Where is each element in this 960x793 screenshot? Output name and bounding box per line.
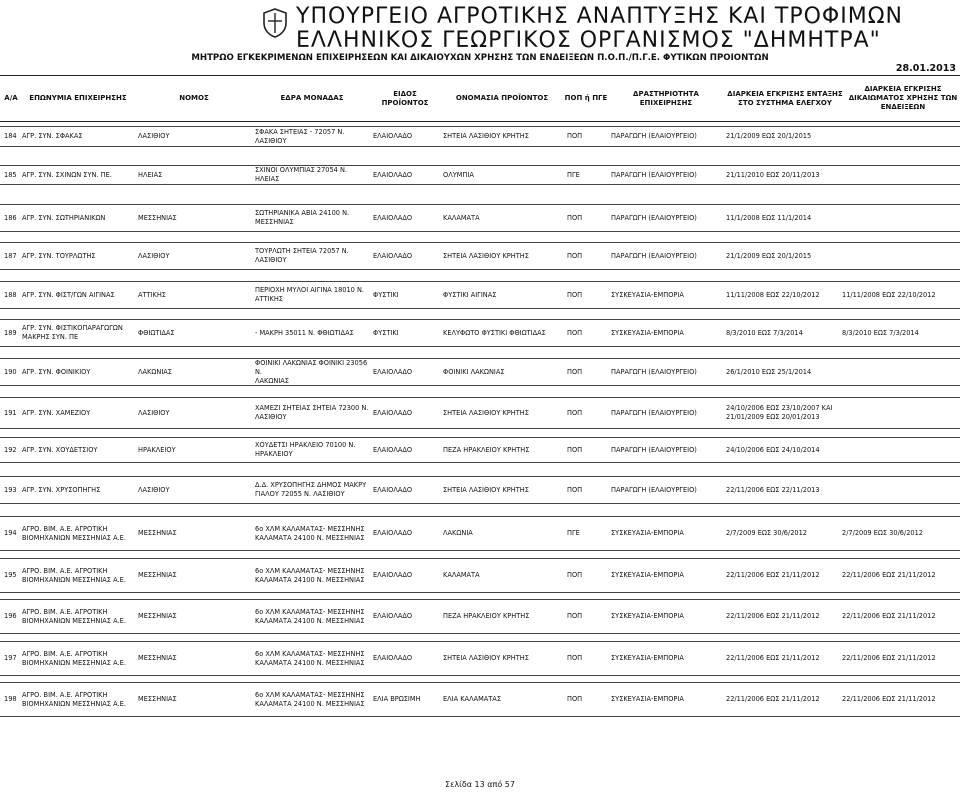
page-number: Σελίδα 13 από 57 bbox=[445, 780, 515, 789]
designation-type: ΠΟΠ bbox=[567, 612, 583, 620]
row-number: 196 bbox=[4, 612, 17, 620]
company-name: ΑΓΡ. ΣΥΝ. ΧΑΜΕΖΙΟΥ bbox=[22, 408, 91, 417]
unit-address: ΣΧΙΝΟΙ ΟΛΥΜΠΙΑΣ 27054 Ν. ΗΛΕΙΑΣ bbox=[255, 166, 347, 183]
usage-approval-period: 22/11/2006 ΕΩΣ 21/11/2012 bbox=[842, 571, 936, 579]
table-row bbox=[0, 281, 960, 309]
designation-type: ΠΟΠ bbox=[567, 571, 583, 579]
usage-approval-period bbox=[842, 477, 960, 503]
prefecture: ΛΑΣΙΘΙΟΥ bbox=[138, 132, 170, 140]
product-type: ΕΛΑΙΟΛΑΔΟ bbox=[373, 213, 413, 222]
unit-address: 6ο ΧΛΜ ΚΑΛΑΜΑΤΑΣ- ΜΕΣΣΗΝΗΣ ΚΑΛΑΜΑΤΑ 24100 Ν. ΜΕΣΣΗΝΙΑΣ bbox=[255, 524, 365, 542]
column-header-name: ΕΠΩΝΥΜΙΑ ΕΠΙΧΕΙΡΗΣΗΣ bbox=[29, 94, 127, 102]
table-row bbox=[0, 641, 960, 676]
product-type: ΕΛΑΙΟΛΑΔΟ bbox=[373, 654, 413, 662]
usage-approval-period bbox=[842, 127, 960, 146]
column-header-nomos: ΝΟΜΟΣ bbox=[179, 94, 209, 102]
column-header-drast: ΔΡΑΣΤΗΡΙΟΤΗΤΑ ΕΠΙΧΕΙΡΗΣΗΣ bbox=[633, 89, 699, 107]
product-type: ΕΛΑΙΟΛΑΔΟ bbox=[373, 445, 413, 454]
control-approval-period: 24/10/2006 ΕΩΣ 23/10/2007 ΚΑΙ 21/01/2009 ΕΩΣ 20/01/2013 bbox=[726, 404, 833, 421]
business-activity: ΠΑΡΑΓΩΓΗ (ΕΛΑΙΟΥΡΓΕΙΟ) bbox=[611, 367, 697, 376]
usage-approval-period: 22/11/2006 ΕΩΣ 21/11/2012 bbox=[842, 654, 936, 662]
control-approval-period: 22/11/2006 ΕΩΣ 21/11/2012 bbox=[726, 654, 820, 662]
prefecture: ΜΕΣΣΗΝΙΑΣ bbox=[138, 571, 177, 579]
product-name: ΠΕΖΑ ΗΡΑΚΛΕΙΟΥ ΚΡΗΤΗΣ bbox=[443, 612, 530, 620]
designation-type: ΠΟΠ bbox=[567, 213, 583, 222]
prefecture: ΛΑΣΙΘΙΟΥ bbox=[138, 485, 170, 494]
product-name: ΣΗΤΕΙΑ ΛΑΣΙΘΙΟΥ ΚΡΗΤΗΣ bbox=[443, 408, 529, 417]
control-approval-period: 22/11/2006 ΕΩΣ 21/11/2012 bbox=[726, 571, 820, 579]
unit-address: ΠΕΡΙΟΧΗ ΜΥΛΟΙ ΑΙΓΙΝΑ 18010 Ν. ΑΤΤΙΚΗΣ bbox=[255, 286, 364, 303]
designation-type: ΠΟΠ bbox=[567, 445, 583, 454]
row-number: 192 bbox=[4, 445, 17, 454]
column-header-duration-usage: ΔΙΑΡΚΕΙΑ ΕΓΚΡΙΣΗΣ ΔΙΚΑΙΩΜΑΤΟΣ ΧΡΗΣΗΣ ΤΩΝ ΕΝΔΕΙΞΕΩΝ bbox=[848, 85, 958, 111]
designation-type: ΠΓΕ bbox=[567, 529, 580, 537]
product-type: ΦΥΣΤΙΚΙ bbox=[373, 290, 399, 299]
control-approval-period: 11/1/2008 ΕΩΣ 11/1/2014 bbox=[726, 213, 812, 222]
table-row bbox=[0, 397, 960, 429]
designation-type: ΠΓΕ bbox=[567, 170, 580, 179]
product-type: ΕΛΑΙΟΛΑΔΟ bbox=[373, 485, 413, 494]
row-number: 186 bbox=[4, 213, 17, 222]
prefecture: ΜΕΣΣΗΝΙΑΣ bbox=[138, 529, 177, 537]
designation-type: ΠΟΠ bbox=[567, 367, 583, 376]
business-activity: ΣΥΣΚΕΥΑΣΙΑ-ΕΜΠΟΡΙΑ bbox=[611, 654, 684, 662]
control-approval-period: 22/11/2006 ΕΩΣ 21/11/2012 bbox=[726, 695, 820, 703]
company-name: ΑΓΡ. ΣΥΝ. ΦΟΙΝΙΚΙΟΥ bbox=[22, 367, 91, 376]
row-number: 187 bbox=[4, 251, 17, 260]
designation-type: ΠΟΠ bbox=[567, 485, 583, 494]
table-row bbox=[0, 516, 960, 551]
control-approval-period: 8/3/2010 ΕΩΣ 7/3/2014 bbox=[726, 328, 803, 337]
company-name: ΑΓΡ. ΣΥΝ. ΤΟΥΡΛΩΤΗΣ bbox=[22, 251, 96, 260]
product-name: ΣΗΤΕΙΑ ΛΑΣΙΘΙΟΥ ΚΡΗΤΗΣ bbox=[443, 654, 529, 662]
usage-approval-period: 22/11/2006 ΕΩΣ 21/11/2012 bbox=[842, 612, 936, 620]
company-name: ΑΓΡ. ΣΥΝ. ΧΡΥΣΟΠΗΓΗΣ bbox=[22, 485, 101, 494]
company-name: ΑΓΡ. ΣΥΝ. ΣΦΑΚΑΣ bbox=[22, 132, 83, 140]
product-type: ΕΛΙΑ ΒΡΩΣΙΜΗ bbox=[373, 695, 421, 703]
company-name: ΑΓΡΟ. ΒΙΜ. Α.Ε. ΑΓΡΟΤΙΚΗ ΒΙΟΜΗΧΑΝΙΩΝ ΜΕΣΣΗΝΙΑΣ Α.Ε. bbox=[22, 566, 126, 584]
table-row bbox=[0, 126, 960, 147]
control-approval-period: 24/10/2006 ΕΩΣ 24/10/2014 bbox=[726, 445, 820, 454]
company-name: ΑΓΡΟ. ΒΙΜ. Α.Ε. ΑΓΡΟΤΙΚΗ ΒΙΟΜΗΧΑΝΙΩΝ ΜΕΣΣΗΝΙΑΣ Α.Ε. bbox=[22, 690, 126, 708]
column-header-onomasia: ΟΝΟΜΑΣΙΑ ΠΡΟΪΟΝΤΟΣ bbox=[455, 94, 549, 102]
table-row bbox=[0, 204, 960, 232]
column-header-duration-control: ΔΙΑΡΚΕΙΑ ΕΓΚΡΙΣΗΣ ΕΝΤΑΞΗΣ ΣΤΟ ΣΥΣΤΗΜΑ ΕΛΕΓΧΟΥ bbox=[727, 89, 843, 107]
table-row bbox=[0, 682, 960, 717]
company-name: ΑΓΡΟ. ΒΙΜ. Α.Ε. ΑΓΡΟΤΙΚΗ ΒΙΟΜΗΧΑΝΙΩΝ ΜΕΣΣΗΝΙΑΣ Α.Ε. bbox=[22, 607, 126, 625]
row-number: 197 bbox=[4, 654, 17, 662]
prefecture: ΛΑΣΙΘΙΟΥ bbox=[138, 251, 170, 260]
designation-type: ΠΟΠ bbox=[567, 695, 583, 703]
designation-type: ΠΟΠ bbox=[567, 408, 583, 417]
prefecture: ΗΛΕΙΑΣ bbox=[138, 170, 163, 179]
ministry-emblem-icon bbox=[262, 8, 288, 38]
unit-address: 6ο ΧΛΜ ΚΑΛΑΜΑΤΑΣ- ΜΕΣΣΗΝΗΣ ΚΑΛΑΜΑΤΑ 24100 Ν. ΜΕΣΣΗΝΙΑΣ bbox=[255, 649, 365, 667]
table-row bbox=[0, 358, 960, 386]
designation-type: ΠΟΠ bbox=[567, 132, 583, 140]
prefecture: ΜΕΣΣΗΝΙΑΣ bbox=[138, 654, 177, 662]
product-name: ΦΥΣΤΙΚΙ ΑΙΓΙΝΑΣ bbox=[443, 290, 497, 299]
table-header bbox=[0, 75, 960, 122]
company-name: ΑΓΡΟ. ΒΙΜ. Α.Ε. ΑΓΡΟΤΙΚΗ ΒΙΟΜΗΧΑΝΙΩΝ ΜΕΣΣΗΝΙΑΣ Α.Ε. bbox=[22, 649, 126, 667]
usage-approval-period bbox=[842, 438, 960, 462]
product-name: ΟΛΥΜΠΙΑ bbox=[443, 170, 474, 179]
product-type: ΕΛΑΙΟΛΑΔΟ bbox=[373, 170, 413, 179]
table-row bbox=[0, 599, 960, 634]
unit-address: ΧΑΜΕΖΙ ΣΗΤΕΙΑΣ ΣΗΤΕΙΑ 72300 Ν. ΛΑΣΙΘΙΟΥ bbox=[255, 404, 369, 421]
business-activity: ΣΥΣΚΕΥΑΣΙΑ-ΕΜΠΟΡΙΑ bbox=[611, 612, 684, 620]
control-approval-period: 21/1/2009 ΕΩΣ 20/1/2015 bbox=[726, 251, 812, 260]
designation-type: ΠΟΠ bbox=[567, 328, 583, 337]
business-activity: ΣΥΣΚΕΥΑΣΙΑ-ΕΜΠΟΡΙΑ bbox=[611, 571, 684, 579]
unit-address: ΦΟΙΝΙΚΙ ΛΑΚΩΝΙΑΣ ΦΟΙΝΙΚΙ 23056 Ν. ΛΑΚΩΝΙΑΣ bbox=[255, 358, 368, 385]
product-name: ΣΗΤΕΙΑ ΛΑΣΙΘΙΟΥ ΚΡΗΤΗΣ bbox=[443, 251, 529, 260]
product-type: ΕΛΑΙΟΛΑΔΟ bbox=[373, 367, 413, 376]
business-activity: ΣΥΣΚΕΥΑΣΙΑ-ΕΜΠΟΡΙΑ bbox=[611, 529, 684, 537]
company-name: ΑΓΡ. ΣΥΝ. ΦΙΣΤΙΚΟΠΑΡΑΓΩΓΩΝ ΜΑΚΡΗΣ ΣΥΝ. ΠΕ bbox=[22, 324, 123, 341]
usage-approval-period: 22/11/2006 ΕΩΣ 21/11/2012 bbox=[842, 695, 936, 703]
product-name: ΚΑΛΑΜΑΤΑ bbox=[443, 213, 480, 222]
table-row bbox=[0, 476, 960, 504]
control-approval-period: 11/11/2008 ΕΩΣ 22/10/2012 bbox=[726, 290, 820, 299]
row-number: 194 bbox=[4, 529, 17, 537]
row-number: 191 bbox=[4, 408, 17, 417]
product-name: ΕΛΙΑ ΚΑΛΑΜΑΤΑΣ bbox=[443, 695, 501, 703]
product-type: ΕΛΑΙΟΛΑΔΟ bbox=[373, 408, 413, 417]
product-name: ΦΟΙΝΙΚΙ ΛΑΚΩΝΙΑΣ bbox=[443, 367, 505, 376]
row-number: 195 bbox=[4, 571, 17, 579]
product-type: ΕΛΑΙΟΛΑΔΟ bbox=[373, 251, 413, 260]
product-name: ΚΕΛΥΦΩΤΟ ΦΥΣΤΙΚΙ ΦΘΙΩΤΙΔΑΣ bbox=[443, 328, 546, 337]
usage-approval-period: 11/11/2008 ΕΩΣ 22/10/2012 bbox=[842, 290, 936, 299]
column-header-edra: ΕΔΡΑ ΜΟΝΑΔΑΣ bbox=[280, 94, 344, 102]
business-activity: ΠΑΡΑΓΩΓΗ (ΕΛΑΙΟΥΡΓΕΙΟ) bbox=[611, 445, 697, 454]
row-number: 185 bbox=[4, 170, 17, 179]
unit-address: 6ο ΧΛΜ ΚΑΛΑΜΑΤΑΣ- ΜΕΣΣΗΝΗΣ ΚΑΛΑΜΑΤΑ 24100 Ν. ΜΕΣΣΗΝΙΑΣ bbox=[255, 607, 365, 625]
company-name: ΑΓΡ. ΣΥΝ. ΦΙΣΤ/ΓΩΝ ΑΙΓΙΝΑΣ bbox=[22, 290, 115, 299]
company-name: ΑΓΡΟ. ΒΙΜ. Α.Ε. ΑΓΡΟΤΙΚΗ ΒΙΟΜΗΧΑΝΙΩΝ ΜΕΣΣΗΝΙΑΣ Α.Ε. bbox=[22, 524, 126, 542]
business-activity: ΣΥΣΚΕΥΑΣΙΑ-ΕΜΠΟΡΙΑ bbox=[611, 290, 684, 299]
row-number: 184 bbox=[4, 132, 17, 140]
usage-approval-period: 8/3/2010 ΕΩΣ 7/3/2014 bbox=[842, 328, 919, 337]
company-name: ΑΓΡ. ΣΥΝ. ΣΩΤΗΡΙΑΝΙΚΩΝ bbox=[22, 213, 106, 222]
usage-approval-period bbox=[842, 166, 960, 184]
product-name: ΛΑΚΩΝΙΑ bbox=[443, 529, 473, 537]
business-activity: ΠΑΡΑΓΩΓΗ (ΕΛΑΙΟΥΡΓΕΙΟ) bbox=[611, 408, 697, 417]
product-name: ΣΗΤΕΙΑ ΛΑΣΙΘΙΟΥ ΚΡΗΤΗΣ bbox=[443, 485, 529, 494]
unit-address: ΤΟΥΡΛΩΤΗ ΣΗΤΕΙΑ 72057 Ν. ΛΑΣΙΘΙΟΥ bbox=[255, 247, 349, 264]
product-name: ΠΕΖΑ ΗΡΑΚΛΕΙΟΥ ΚΡΗΤΗΣ bbox=[443, 445, 530, 454]
control-approval-period: 22/11/2006 ΕΩΣ 21/11/2012 bbox=[726, 612, 820, 620]
prefecture: ΗΡΑΚΛΕΙΟΥ bbox=[138, 445, 176, 454]
business-activity: ΣΥΣΚΕΥΑΣΙΑ-ΕΜΠΟΡΙΑ bbox=[611, 695, 684, 703]
row-number: 189 bbox=[4, 328, 17, 337]
prefecture: ΜΕΣΣΗΝΙΑΣ bbox=[138, 213, 177, 222]
row-number: 188 bbox=[4, 290, 17, 299]
prefecture: ΦΘΙΩΤΙΔΑΣ bbox=[138, 328, 175, 337]
designation-type: ΠΟΠ bbox=[567, 654, 583, 662]
prefecture: ΛΑΚΩΝΙΑΣ bbox=[138, 367, 172, 376]
product-type: ΦΥΣΤΙΚΙ bbox=[373, 328, 399, 337]
usage-approval-period: 2/7/2009 ΕΩΣ 30/6/2012 bbox=[842, 529, 923, 537]
document-header bbox=[0, 0, 960, 62]
control-approval-period: 26/1/2010 ΕΩΣ 25/1/2014 bbox=[726, 367, 812, 376]
ministry-title: ΥΠΟΥΡΓΕΙΟ ΑΓΡΟΤΙΚΗΣ ΑΝΑΠΤΥΞΗΣ ΚΑΙ ΤΡΟΦΙΜΩΝ bbox=[296, 4, 903, 29]
usage-approval-period bbox=[842, 205, 960, 231]
product-type: ΕΛΑΙΟΛΑΔΟ bbox=[373, 612, 413, 620]
business-activity: ΠΑΡΑΓΩΓΗ (ΕΛΑΙΟΥΡΓΕΙΟ) bbox=[611, 251, 697, 260]
organization-title: ΕΛΛΗΝΙΚΟΣ ΓΕΩΡΓΙΚΟΣ ΟΡΓΑΝΙΣΜΟΣ "ΔΗΜΗΤΡΑ" bbox=[296, 28, 881, 53]
designation-type: ΠΟΠ bbox=[567, 290, 583, 299]
usage-approval-period bbox=[842, 359, 960, 385]
control-approval-period: 21/11/2010 ΕΩΣ 20/11/2013 bbox=[726, 170, 820, 179]
product-type: ΕΛΑΙΟΛΑΔΟ bbox=[373, 529, 413, 537]
control-approval-period: 22/11/2006 ΕΩΣ 22/11/2013 bbox=[726, 485, 820, 494]
table-row bbox=[0, 558, 960, 593]
business-activity: ΠΑΡΑΓΩΓΗ (ΕΛΑΙΟΥΡΓΕΙΟ) bbox=[611, 170, 697, 179]
product-name: ΚΑΛΑΜΑΤΑ bbox=[443, 571, 480, 579]
table-row bbox=[0, 437, 960, 463]
prefecture: ΜΕΣΣΗΝΙΑΣ bbox=[138, 695, 177, 703]
control-approval-period: 2/7/2009 ΕΩΣ 30/6/2012 bbox=[726, 529, 807, 537]
row-number: 190 bbox=[4, 367, 17, 376]
table-row bbox=[0, 319, 960, 347]
row-number: 193 bbox=[4, 485, 17, 494]
business-activity: ΠΑΡΑΓΩΓΗ (ΕΛΑΙΟΥΡΓΕΙΟ) bbox=[611, 132, 697, 140]
unit-address: ΧΟΥΔΕΤΣΙ ΗΡΑΚΛΕΙΟ 70100 Ν. ΗΡΑΚΛΕΙΟΥ bbox=[255, 441, 356, 458]
prefecture: ΛΑΣΙΘΙΟΥ bbox=[138, 408, 170, 417]
business-activity: ΠΑΡΑΓΩΓΗ (ΕΛΑΙΟΥΡΓΕΙΟ) bbox=[611, 485, 697, 494]
business-activity: ΣΥΣΚΕΥΑΣΙΑ-ΕΜΠΟΡΙΑ bbox=[611, 328, 684, 337]
document-date: 28.01.2013 bbox=[895, 63, 956, 74]
column-header-pop: ΠΟΠ ή ΠΓΕ bbox=[564, 94, 608, 102]
designation-type: ΠΟΠ bbox=[567, 251, 583, 260]
usage-approval-period bbox=[842, 243, 960, 269]
unit-address: ΣΦΑΚΑ ΣΗΤΕΙΑΣ - 72057 Ν. ΛΑΣΙΘΙΟΥ bbox=[255, 127, 345, 145]
column-header-eidos: ΕΙΔΟΣ ΠΡΟΪΟΝΤΟΣ bbox=[381, 89, 429, 107]
company-name: ΑΓΡ. ΣΥΝ. ΧΟΥΔΕΤΣΙΟΥ bbox=[22, 445, 98, 454]
unit-address: 6ο ΧΛΜ ΚΑΛΑΜΑΤΑΣ- ΜΕΣΣΗΝΗΣ ΚΑΛΑΜΑΤΑ 24100 Ν. ΜΕΣΣΗΝΙΑΣ bbox=[255, 690, 365, 708]
business-activity: ΠΑΡΑΓΩΓΗ (ΕΛΑΙΟΥΡΓΕΙΟ) bbox=[611, 213, 697, 222]
usage-approval-period bbox=[842, 398, 960, 428]
row-number: 198 bbox=[4, 695, 17, 703]
register-subtitle: ΜΗΤΡΩΟ ΕΓΚΕΚΡΙΜΕΝΩΝ ΕΠΙΧΕΙΡΗΣΕΩΝ ΚΑΙ ΔΙΚΑΙΟΥΧΩΝ ΧΡΗΣΗΣ ΤΩΝ ΕΝΔΕΙΞΕΩΝ Π.Ο.Π./Π.Γ.Ε. ΦΥΤΙΚΩΝ ΠΡΟΙΟΝΤΩΝ bbox=[191, 53, 769, 63]
table-row bbox=[0, 165, 960, 185]
unit-address: 6ο ΧΛΜ ΚΑΛΑΜΑΤΑΣ- ΜΕΣΣΗΝΗΣ ΚΑΛΑΜΑΤΑ 24100 Ν. ΜΕΣΣΗΝΙΑΣ bbox=[255, 566, 365, 584]
column-header-aa: Α/Α bbox=[4, 94, 18, 102]
unit-address: - ΜΑΚΡΗ 35011 Ν. ΦΘΙΩΤΙΔΑΣ bbox=[255, 328, 354, 337]
prefecture: ΜΕΣΣΗΝΙΑΣ bbox=[138, 612, 177, 620]
company-name: ΑΓΡ. ΣΥΝ. ΣΧΙΝΩΝ ΣΥΝ. ΠΕ. bbox=[22, 170, 112, 179]
product-type: ΕΛΑΙΟΛΑΔΟ bbox=[373, 571, 413, 579]
unit-address: Δ.Δ. ΧΡΥΣΟΠΗΓΗΣ ΔΗΜΟΣ ΜΑΚΡΥ ΓΙΑΛΟΥ 72055 Ν. ΛΑΣΙΘΙΟΥ bbox=[255, 481, 367, 498]
control-approval-period: 21/1/2009 ΕΩΣ 20/1/2015 bbox=[726, 132, 812, 140]
table-row bbox=[0, 242, 960, 270]
product-name: ΣΗΤΕΙΑ ΛΑΣΙΘΙΟΥ ΚΡΗΤΗΣ bbox=[443, 132, 529, 140]
product-type: ΕΛΑΙΟΛΑΔΟ bbox=[373, 132, 413, 140]
unit-address: ΣΩΤΗΡΙΑΝΙΚΑ ΑΒΙΑ 24100 Ν. ΜΕΣΣΗΝΙΑΣ bbox=[255, 209, 350, 226]
prefecture: ΑΤΤΙΚΗΣ bbox=[138, 290, 166, 299]
